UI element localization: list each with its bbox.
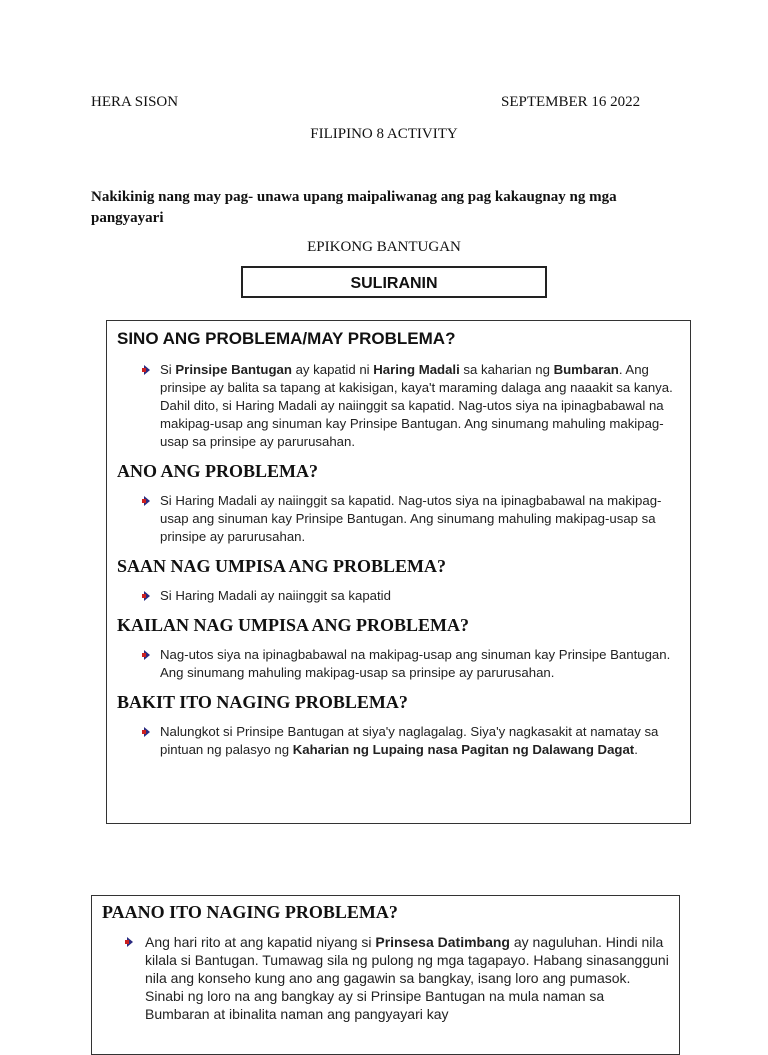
answer-list-paano (102, 933, 669, 1023)
list-item: Ang hari rito at ang kapatid niyang si Prinsesa Datimbang ay naguluhan. Hindi nila kilala si Bantugan. Tumawag sila ng pulong ng mga tagapayo. Habang sinasangguni nila ang konseho kung ano ang gagawin sa bangkay, isang loro ang pumasok. Sinabi ng loro na ang bangkay ay si Prinsipe Bantugan na mula naman sa Bumbaran at ibinalita naman ang pangyayari kay (102, 933, 669, 1023)
bold-name: Prinsipe Bantugan (175, 362, 292, 377)
arrow-bullet-icon (141, 649, 153, 661)
answer-list-bakit (117, 723, 680, 759)
answer-list-kailan (117, 646, 680, 682)
activity-date: SEPTEMBER 16 2022 (501, 94, 641, 110)
question-saan: SAAN NAG UMPISA ANG PROBLEMA? (117, 556, 447, 576)
student-name: HERA SISON (91, 94, 179, 110)
answer-list-saan (117, 587, 680, 605)
bold-name: Bumbaran (553, 362, 619, 377)
arrow-bullet-icon (141, 726, 153, 738)
question-sino: SINO ANG PROBLEMA/MAY PROBLEMA? (117, 329, 456, 348)
bold-name: Haring Madali (373, 362, 460, 377)
paano-panel (91, 895, 680, 1055)
bold-name: Prinsesa Datimbang (375, 934, 510, 950)
question-ano: ANO ANG PROBLEMA? (117, 461, 319, 481)
list-item: Si Haring Madali ay naiinggit sa kapatid. Nag-utos siya na ipinagbabawal na makipag-usap ang sinuman kay Prinsipe Bantugan. Ang sinumang mahuling makipag-usap sa prinsipe ay parurusahan. (117, 492, 680, 546)
answer-list-sino (117, 361, 680, 451)
list-item: Si Prinsipe Bantugan ay kapatid ni Haring Madali sa kaharian ng Bumbaran. Ang prinsipe ay balita sa tapang at kakisigan, kaya't maraming dalaga ang naaakit sa kanya. Dahil dito, si Haring Madali ay naiinggit sa kapatid. Nag-utos siya na ipinagbabawal na makipag-usap ang sinuman kay Prinsipe Bantugan. Ang sinumang mahuling makipag-usap sa prinsipe ay parurusahan. (117, 361, 680, 451)
question-bakit: BAKIT ITO NAGING PROBLEMA? (117, 692, 408, 712)
subject-title: FILIPINO 8 ACTIVITY (310, 126, 458, 142)
arrow-bullet-icon (124, 936, 136, 948)
answer-list-ano (117, 492, 680, 546)
arrow-bullet-icon (141, 495, 153, 507)
question-kailan: KAILAN NAG UMPISA ANG PROBLEMA? (117, 615, 470, 635)
arrow-bullet-icon (141, 590, 153, 602)
list-item: Nag-utos siya na ipinagbabawal na makipag-usap ang sinuman kay Prinsipe Bantugan. Ang sinumang mahuling makipag-usap sa prinsipe ay parurusahan. (117, 646, 680, 682)
list-item: Nalungkot si Prinsipe Bantugan at siya'y naglagalag. Siya'y nagkasakit at namatay sa pintuan ng palasyo ng Kaharian ng Lupaing nasa Pagitan ng Dalawang Dagat. (117, 723, 680, 759)
list-item: Si Haring Madali ay naiinggit sa kapatid (117, 587, 680, 605)
question-paano: PAANO ITO NAGING PROBLEMA? (102, 902, 398, 922)
instruction-text: Nakikinig nang may pag- unawa upang maipaliwanag ang pag kakaugnay ng mga pangyayari (91, 189, 617, 226)
problem-panel (106, 320, 691, 824)
bold-name: Kaharian ng Lupaing nasa Pagitan ng Dalawang Dagat (292, 742, 635, 757)
suliranin-box-title: SULIRANIN (241, 266, 547, 298)
epic-title: EPIKONG BANTUGAN (307, 239, 461, 255)
arrow-bullet-icon (141, 364, 153, 376)
